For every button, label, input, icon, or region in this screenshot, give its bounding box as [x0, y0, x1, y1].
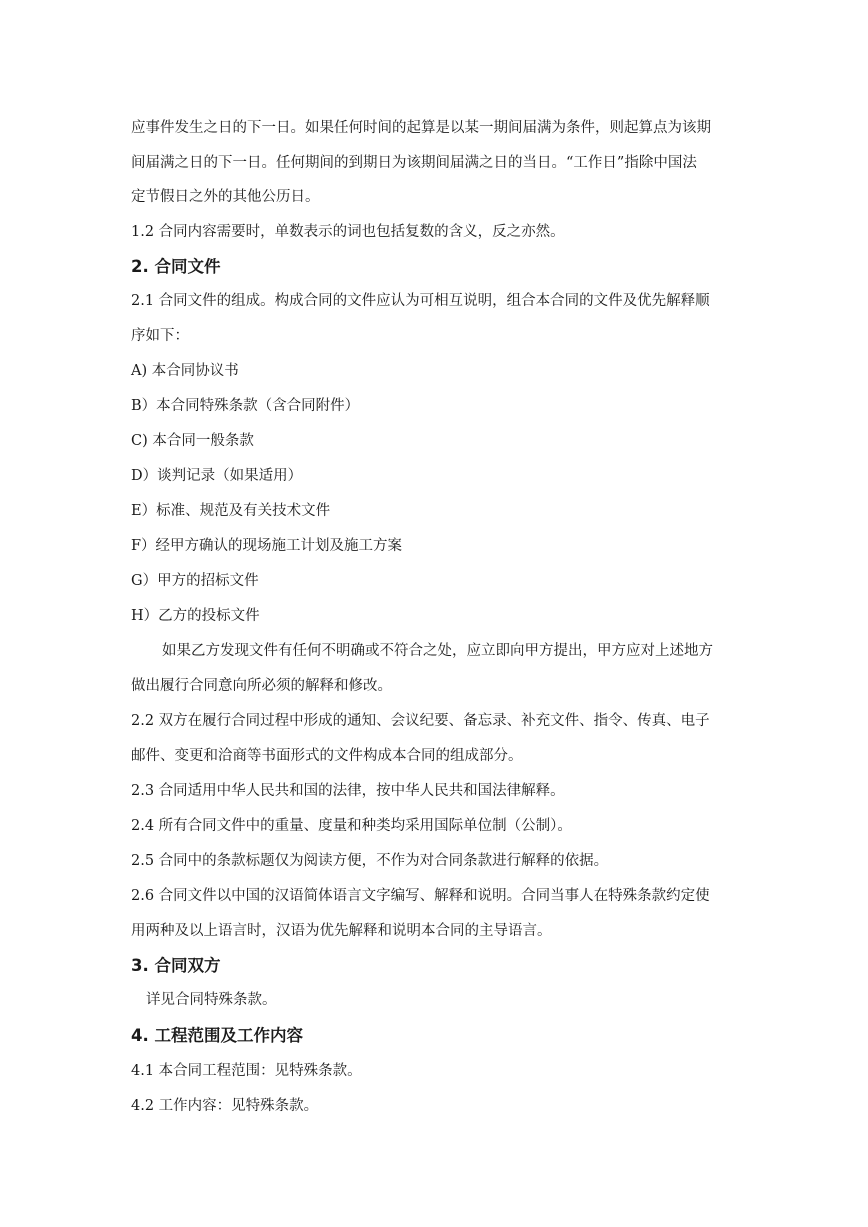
paragraph-line: 间届满之日的下一日。任何期间的到期日为该期间届满之日的当日。“工作日”指除中国法	[131, 155, 697, 171]
clause-1-2: 1.2 合同内容需要时，单数表示的词也包括复数的含义，反之亦然。	[131, 224, 565, 240]
clause-4-1: 4.1 本合同工程范围：见特殊条款。	[131, 1063, 362, 1079]
heading-section-3: 3. 合同双方	[131, 956, 221, 975]
clause-2-2: 2.2 双方在履行合同过程中形成的通知、会议纪要、备忘录、补充文件、指令、传真、电子	[131, 713, 710, 729]
paragraph-line: 定节假日之外的其他公历日。	[131, 189, 320, 205]
list-item-f: F）经甲方确认的现场施工计划及施工方案	[131, 538, 403, 554]
clause-2-1: 2.1 合同文件的组成。构成合同的文件应认为可相互说明，组合本合同的文件及优先解释顺	[131, 293, 710, 309]
list-item-b: B）本合同特殊条款（含合同附件）	[131, 398, 360, 414]
clause-2-6: 2.6 合同文件以中国的汉语简体语言文字编写、解释和说明。合同当事人在特殊条款约定使	[131, 888, 710, 904]
paragraph-line: 做出履行合同意向所必须的解释和修改。	[131, 678, 392, 694]
paragraph-line: 邮件、变更和洽商等书面形式的文件构成本合同的组成部分。	[131, 748, 523, 764]
paragraph-line: 详见合同特殊条款。	[146, 992, 277, 1008]
list-item-c: C) 本合同一般条款	[131, 433, 254, 449]
paragraph-line: 序如下：	[131, 328, 189, 344]
list-item-a: A) 本合同协议书	[131, 363, 239, 379]
clause-2-3: 2.3 合同适用中华人民共和国的法律，按中华人民共和国法律解释。	[131, 783, 565, 799]
heading-section-2: 2. 合同文件	[131, 257, 221, 276]
clause-2-5: 2.5 合同中的条款标题仅为阅读方便，不作为对合同条款进行解释的依据。	[131, 853, 609, 869]
heading-section-4: 4. 工程范围及工作内容	[131, 1026, 303, 1045]
list-item-h: H）乙方的投标文件	[131, 608, 260, 624]
paragraph-line: 用两种及以上语言时，汉语为优先解释和说明本合同的主导语言。	[131, 923, 552, 939]
list-item-e: E）标准、规范及有关技术文件	[131, 503, 331, 519]
list-item-g: G）甲方的招标文件	[131, 573, 259, 589]
paragraph-line: 应事件发生之日的下一日。如果任何时间的起算是以某一期间届满为条件，则起算点为该期	[131, 120, 711, 136]
list-item-d: D）谈判记录（如果适用）	[131, 468, 303, 484]
clause-4-2: 4.2 工作内容：见特殊条款。	[131, 1098, 319, 1114]
clause-2-4: 2.4 所有合同文件中的重量、度量和种类均采用国际单位制（公制）。	[131, 818, 572, 834]
paragraph-line: 如果乙方发现文件有任何不明确或不符合之处，应立即向甲方提出，甲方应对上述地方	[162, 643, 713, 659]
